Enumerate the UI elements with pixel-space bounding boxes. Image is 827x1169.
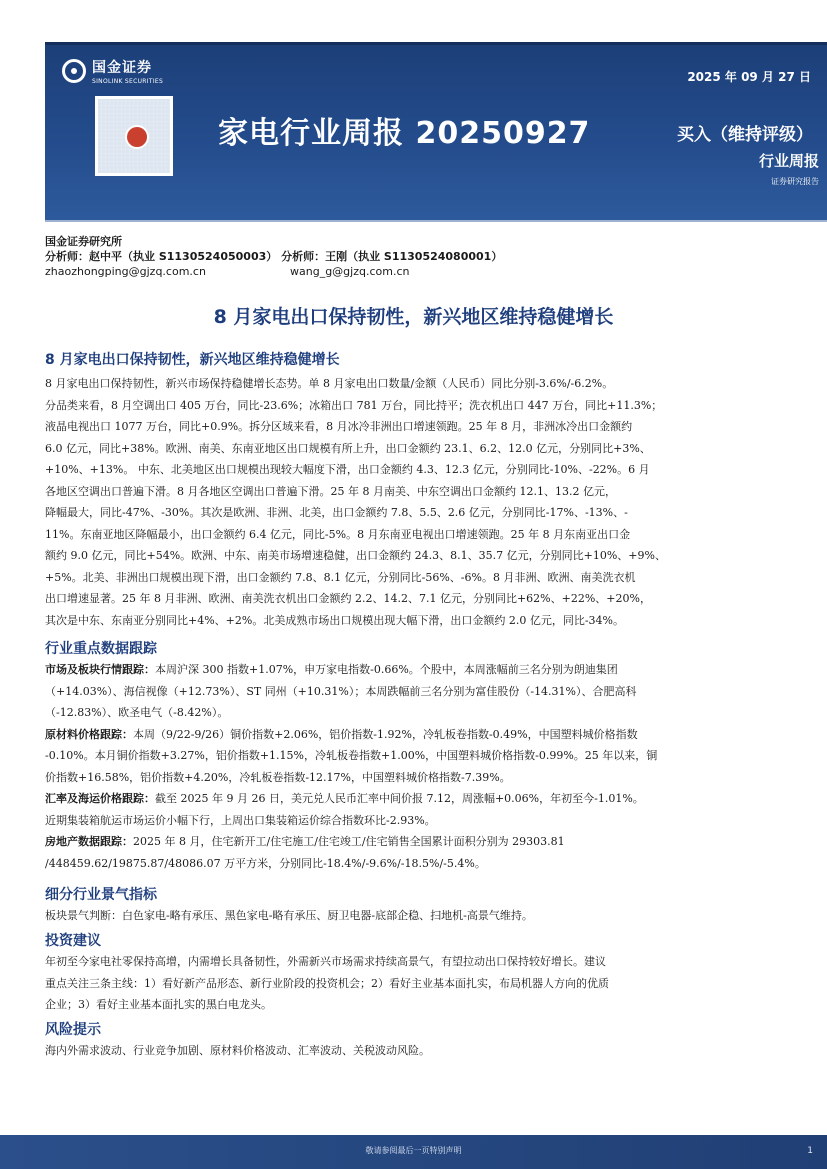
summary-paragraph [45,373,797,631]
risk-paragraph [45,1040,797,1062]
report-type: 行业周报 [758,152,819,170]
logo-mark-icon [62,59,86,83]
author-block [45,234,502,264]
section-title-summary: 8 月家电出口保持韧性，新兴地区维持稳健增长 [45,352,340,368]
section-title-sentiment: 细分行业景气指标 [45,887,157,903]
text-line: 板块景气判断：白色家电-略有承压、黑色家电-略有承压、厨卫电器-底部企稳、扫地机-高景气维持。 [45,909,533,922]
qr-badge-icon [125,125,149,149]
text-line: 年初至今家电社零保持高增，内需增长具备韧性，外需新兴市场需求持续高景气，有望拉动出口保持较好增长。建议 [45,955,606,968]
footer-notice: 敬请参阅最后一页特别声明 [365,1146,462,1155]
text-line: 重点关注三条主线：1）看好新产品形态、新行业阶段的投资机会；2）看好主业基本面扎实，布局机器人方向的优质 [45,976,609,990]
label-materials: 原材料价格跟踪： [45,727,133,741]
text-line: （-12.83%）、欧圣电气（-8.42%）。 [45,706,229,719]
text-line: 房地产数据跟踪：2025 年 8 月，住宅新开工/住宅施工/住宅竣工/住宅销售全国累计面积分别为 29303.81 [45,835,565,848]
text-line: 近期集装箱航运市场运价小幅下行，上周出口集装箱运价综合指数环比-2.93%。 [45,813,436,827]
section-title-risk: 风险提示 [45,1022,101,1038]
data-tracking-paragraphs [45,659,797,874]
text-line: 额约 9.0 亿元，同比+54%。欧洲、中东、南美市场增速稳健，出口金额约 24.3、8.1、35.7 亿元，分别同比+10%、+9%、 [45,549,666,562]
label-real-estate: 房地产数据跟踪： [45,835,133,848]
company-logo [62,57,163,85]
report-date: 2025 年 09 月 27 日 [687,70,811,84]
logo-name-en: SINOLINK SECURITIES [92,78,164,85]
text-line: 出口增速显著。25 年 8 月非洲、欧洲、南美洗衣机出口金额约 2.2、14.2、7.1 亿元，分别同比+62%、+22%、+20%， [45,592,651,605]
report-title: 家电行业周报 20250927 [218,116,591,151]
text-line: 汇率及海运价格跟踪：截至 2025 年 9 月 26 日，美元兑人民币汇率中间价报 7.12，周涨幅+0.06%，年初至今-1.01%。 [45,792,644,805]
text-line: （+14.03%）、海信视像（+12.73%）、ST 同州（+10.31%）；本周跌幅前三名分别为富佳股份（-14.31%）、合肥高科 [45,684,637,698]
text-line: 其次是中东、东南亚分别同比+4%、+2%。北美成熟市场出口规模出现大幅下滑，出口金额约 2.0 亿元，同比-34%。 [45,613,624,627]
text-line: -0.10%。本月铜价指数+3.27%，铝价指数+1.15%，冷轧板卷指数+1.00%，中国塑料城价格指数-0.99%。25 年以来，铜 [45,749,658,762]
investment-paragraph [45,951,797,1016]
institute-name: 国金证券研究所 [45,235,122,248]
text-line: +10%、+13%。 中东、北美地区出口规模出现较大幅度下滑，出口金额约 4.3、12.3 亿元，分别同比-10%、-22%。6 月 [45,463,650,476]
text-line: 11%。东南亚地区降幅最小，出口金额约 6.4 亿元，同比-5%。8 月东南亚电视出口增速领跑。25 年 8 月东南亚出口金 [45,527,631,541]
section-title-data-tracking: 行业重点数据跟踪 [45,641,157,657]
logo-name-cn: 国金证券 [92,60,152,76]
analyst-list: 分析师：赵中平（执业 S1130524050003） 分析师：王刚（执业 S1130524080001） [45,250,503,263]
qr-code-icon [95,96,173,176]
header-divider [45,220,827,222]
text-line: 企业；3）看好主业基本面扎实的黑白电龙头。 [45,998,272,1011]
text-line: 原材料价格跟踪：本周（9/22-9/26）铜价指数+2.06%，铝价指数-1.92%，冷轧板卷指数-0.49%，中国塑料城价格指数 [45,727,638,741]
text-line: 降幅最大，同比-47%、-30%。其次是欧洲、非洲、北美，出口金额约 7.8、5.5、2.6 亿元，分别同比-17%、-13%、- [45,506,628,519]
report-headline: 8 月家电出口保持韧性，新兴地区维持稳健增长 [213,306,614,328]
text-line: 液晶电视出口 1077 万台，同比+0.9%。拆分区域来看，8 月冰冷非洲出口增速领跑。25 年 8 月，非洲冰冷出口金额约 [45,420,633,433]
text-line: 8 月家电出口保持韧性，新兴市场保持稳健增长态势。单 8 月家电出口数量/金额（人民币）同比分别-3.6%/-6.2%。 [45,377,614,390]
report-subtype: 证券研究报告 [771,177,819,186]
text-line: /448459.62/19875.87/48086.07 万平方米，分别同比-18.4%/-9.6%/-18.5%/-5.4%。 [45,856,486,870]
section-title-investment: 投资建议 [45,933,101,949]
text-line: 海内外需求波动、行业竞争加剧、原材料价格波动、汇率波动、关税波动风险。 [45,1044,430,1057]
text-line: 各地区空调出口普遍下滑。8 月各地区空调出口普遍下滑。25 年 8 月南美、中东空调出口金额约 12.1、13.2 亿元， [45,484,616,498]
text-line: 价指数+16.58%，铝价指数+4.20%，冷轧板卷指数-12.17%，中国塑料城价格指数-7.39%。 [45,770,511,784]
text-line: +5%。北美、非洲出口规模出现下滑，出口金额约 7.8、8.1 亿元，分别同比-56%、-6%。8 月非洲、欧洲、南美洗衣机 [45,570,636,584]
page-number: 1 [807,1146,813,1156]
label-fx-shipping: 汇率及海运价格跟踪： [45,792,155,805]
sentiment-paragraph [45,905,797,927]
text-line: 市场及板块行情跟踪：本周沪深 300 指数+1.07%，申万家电指数-0.66%。个股中，本周涨幅前三名分别为朗迪集团 [45,663,618,676]
text-line: 分品类来看，8 月空调出口 405 万台，同比-23.6%；冰箱出口 781 万台，同比持平；洗衣机出口 447 万台，同比+11.3%； [45,398,663,412]
analyst-email-1[interactable]: zhaozhongping@gjzq.com.cn [45,265,206,278]
label-market: 市场及板块行情跟踪： [45,663,155,676]
text-line: 6.0 亿元，同比+38%。欧洲、南美、东南亚地区出口规模有所上升，出口金额约 23.1、6.2、12.0 亿元，分别同比+3%、 [45,441,651,455]
rating-badge: 买入（维持评级） [677,125,813,145]
analyst-email-2[interactable]: wang_g@gjzq.com.cn [290,265,410,278]
